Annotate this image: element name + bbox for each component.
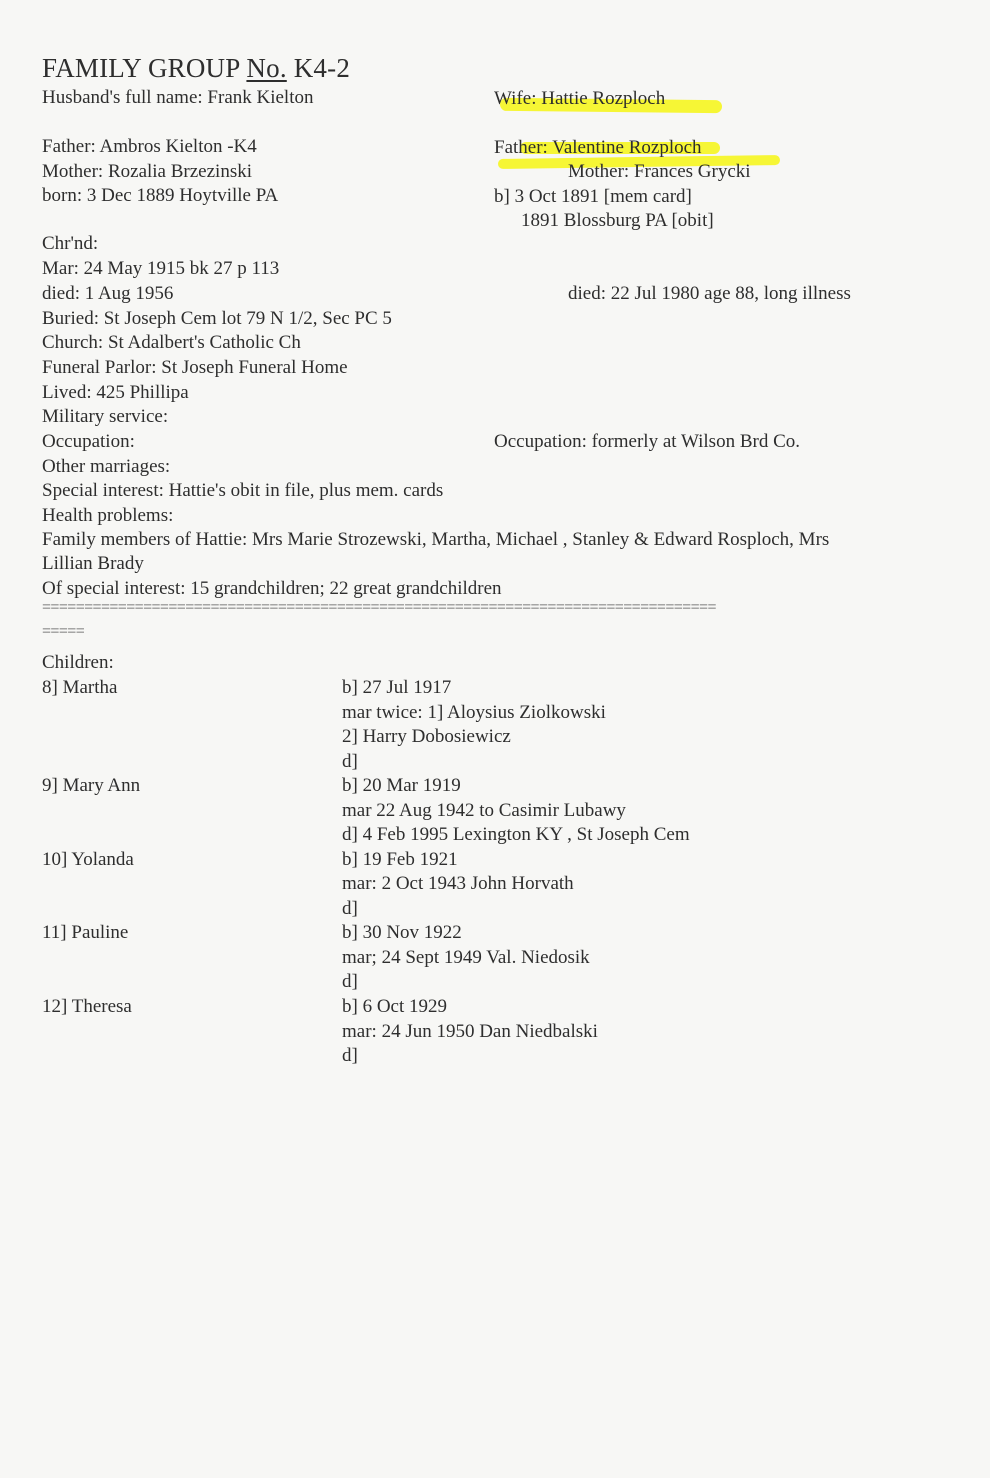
of-special-interest: Of special interest: 15 grandchildren; 22 great grandchildren xyxy=(42,578,502,599)
husband-married: Mar: 24 May 1915 bk 27 p 113 xyxy=(42,258,280,279)
child-detail: b] 20 Mar 1919 xyxy=(342,775,461,796)
child-detail: d] 4 Feb 1995 Lexington KY , St Joseph Cem xyxy=(342,824,690,845)
wife-born-place: 1891 Blossburg PA [obit] xyxy=(521,210,714,231)
child-name: 10] Yolanda xyxy=(42,849,134,870)
wife-father: Father: Valentine Rozploch xyxy=(494,137,702,158)
husband-occupation: Occupation: xyxy=(42,431,135,452)
husband-father: Father: Ambros Kielton -K4 xyxy=(42,136,257,157)
husband-christened: Chr'nd: xyxy=(42,233,99,254)
divider-rule: ================================================================================ xyxy=(42,599,716,616)
child-detail: mar: 24 Jun 1950 Dan Niedbalski xyxy=(342,1021,598,1042)
child-detail: b] 6 Oct 1929 xyxy=(342,996,448,1017)
special-interest: Special interest: Hattie's obit in file, plus mem. cards xyxy=(42,480,444,501)
child-detail: b] 30 Nov 1922 xyxy=(342,922,462,943)
child-name: 11] Pauline xyxy=(42,922,129,943)
child-detail: 2] Harry Dobosiewicz xyxy=(342,726,511,747)
page-title: FAMILY GROUP No. K4-2 xyxy=(42,53,351,83)
husband-military-service: Military service: xyxy=(42,406,169,427)
health-problems: Health problems: xyxy=(42,505,174,526)
divider-rule-continued: ===== xyxy=(42,623,85,640)
children-heading: Children: xyxy=(42,652,114,673)
wife-occupation: Occupation: formerly at Wilson Brd Co. xyxy=(494,431,800,452)
husband-lived: Lived: 425 Phillipa xyxy=(42,382,189,403)
husband-buried: Buried: St Joseph Cem lot 79 N 1/2, Sec PC 5 xyxy=(42,308,392,329)
wife-name: Wife: Hattie Rozploch xyxy=(494,88,666,109)
child-detail: d] xyxy=(342,898,358,919)
child-name: 12] Theresa xyxy=(42,996,132,1017)
child-detail: d] xyxy=(342,751,358,772)
wife-mother: Mother: Frances Grycki xyxy=(568,161,751,182)
child-name: 8] Martha xyxy=(42,677,118,698)
child-detail: d] xyxy=(342,971,358,992)
child-detail: d] xyxy=(342,1045,358,1066)
wife-born: b] 3 Oct 1891 [mem card] xyxy=(494,186,692,207)
child-detail: b] 27 Jul 1917 xyxy=(342,677,452,698)
family-members: Family members of Hattie: Mrs Marie Strozewski, Martha, Michael , Stanley & Edward Rosploch, Mrs xyxy=(42,529,830,550)
family-members-continued: Lillian Brady xyxy=(42,553,144,574)
child-detail: b] 19 Feb 1921 xyxy=(342,849,458,870)
husband-church: Church: St Adalbert's Catholic Ch xyxy=(42,332,301,353)
child-detail: mar 22 Aug 1942 to Casimir Lubawy xyxy=(342,800,626,821)
husband-full-name: Husband's full name: Frank Kielton xyxy=(42,87,314,108)
husband-funeral-parlor: Funeral Parlor: St Joseph Funeral Home xyxy=(42,357,348,378)
child-name: 9] Mary Ann xyxy=(42,775,141,796)
child-detail: mar twice: 1] Aloysius Ziolkowski xyxy=(342,702,606,723)
child-detail: mar: 2 Oct 1943 John Horvath xyxy=(342,873,574,894)
husband-died: died: 1 Aug 1956 xyxy=(42,283,174,304)
husband-mother: Mother: Rozalia Brzezinski xyxy=(42,161,252,182)
husband-born: born: 3 Dec 1889 Hoytville PA xyxy=(42,185,279,206)
child-detail: mar; 24 Sept 1949 Val. Niedosik xyxy=(342,947,590,968)
other-marriages: Other marriages: xyxy=(42,456,171,477)
wife-died: died: 22 Jul 1980 age 88, long illness xyxy=(568,283,851,304)
